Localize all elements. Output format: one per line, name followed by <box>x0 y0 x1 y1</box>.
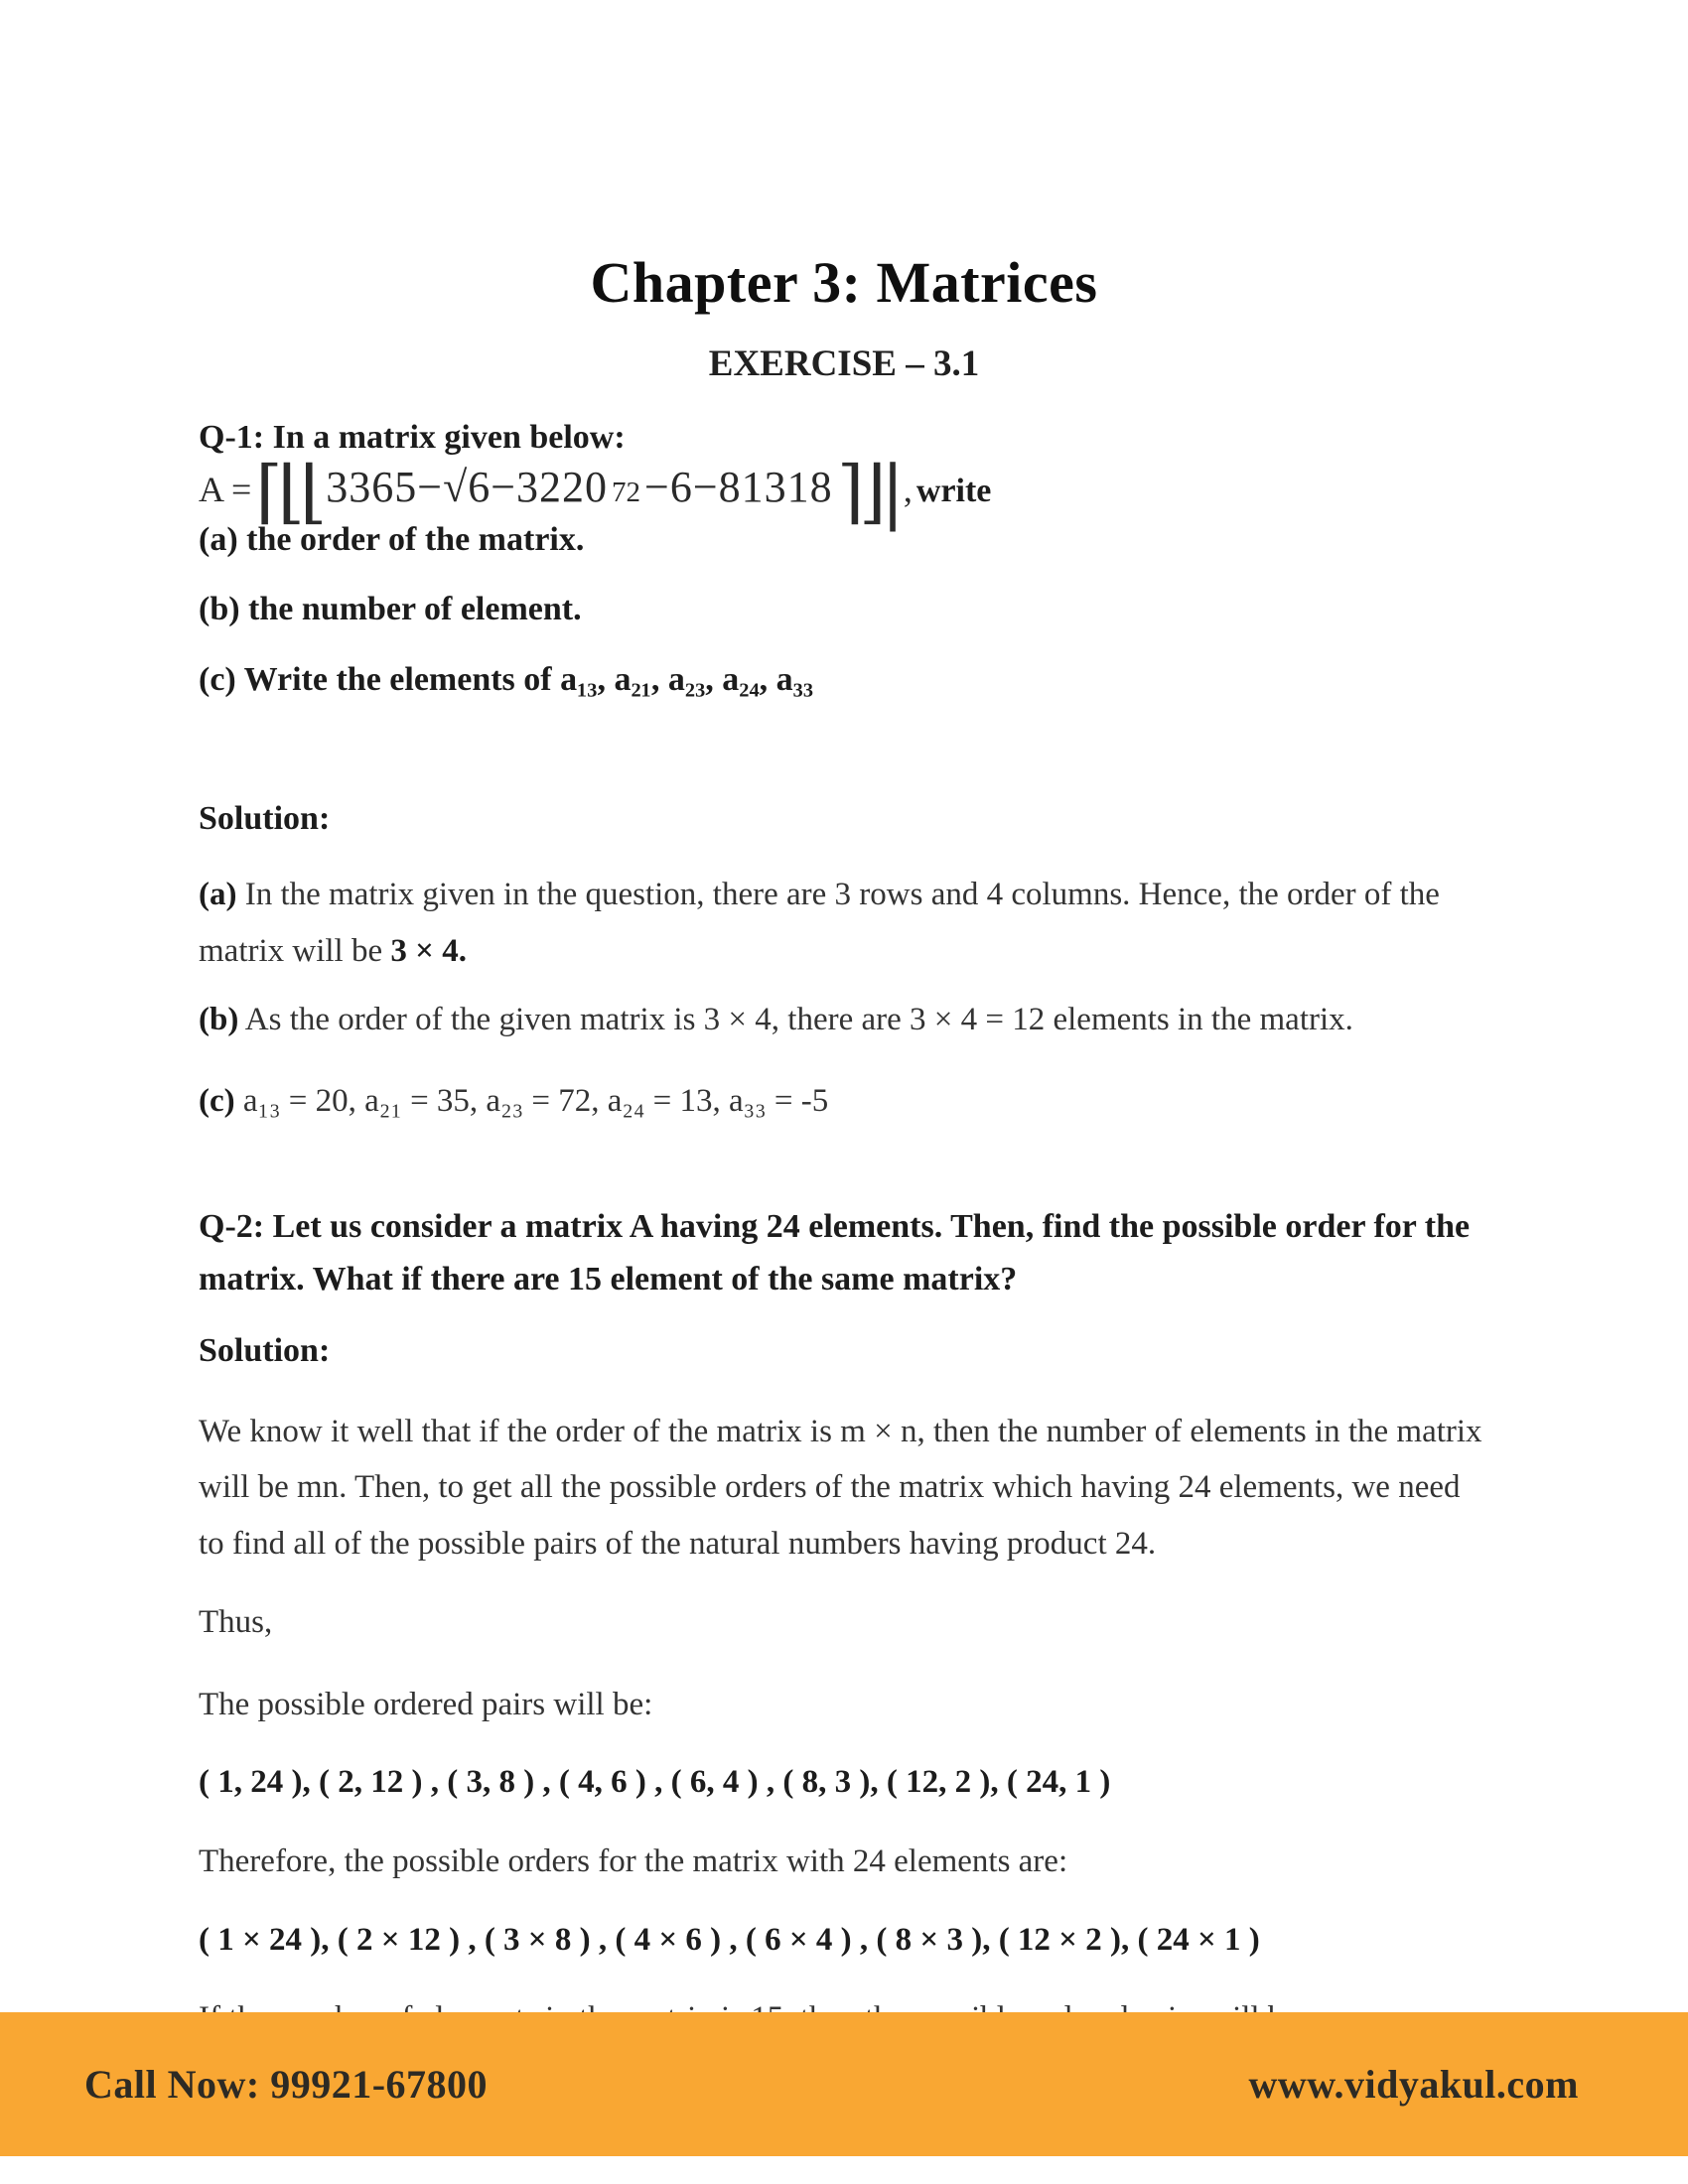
formula-number-run-1: 3365−√6−3220 <box>326 463 609 512</box>
q2-pairs-list: ( 1, 24 ), ( 2, 12 ) , ( 3, 8 ) , ( 4, 6 ) , ( 6, 4 ) , ( 8, 3 ), ( 12, 2 ), ( 24, 1 ) <box>199 1764 1111 1801</box>
footer-website: www.vidyakul.com <box>1248 2062 1579 2107</box>
formula-number-run-2: −6−81318 <box>644 463 833 512</box>
q2-orders-intro: Therefore, the possible orders for the matrix with 24 elements are: <box>199 1843 1068 1879</box>
formula-subscript-run: 72 <box>612 477 641 509</box>
footer-bar <box>0 2012 1688 2156</box>
q2-orders-list: ( 1 × 24 ), ( 2 × 12 ) , ( 3 × 8 ) , ( 4 × 6 ) , ( 6 × 4 ) , ( 8 × 3 ), ( 12 × 2 ), ( 24 × 1 ) <box>199 1921 1260 1958</box>
q2-solution-label: Solution: <box>199 1332 331 1370</box>
q1-solution-label: Solution: <box>199 799 331 837</box>
q1-part-b: (b) the number of element. <box>199 591 582 628</box>
q1-solution-a-text: In the matrix given in the question, there are 3 rows and 4 columns. Hence, the order of the matrix will be <box>199 877 1440 969</box>
exercise-subtitle: EXERCISE – 3.1 <box>708 342 980 384</box>
formula-write-label: write <box>915 473 992 510</box>
q1-heading: Q-1: In a matrix given below: <box>199 419 626 457</box>
q1-solution-b <box>199 992 1489 1048</box>
q1-solution-b-label: (b) <box>199 1001 239 1037</box>
footer-phone: Call Now: 99921-67800 <box>84 2062 489 2107</box>
q1-solution-a <box>199 867 1489 980</box>
formula-lhs: A = <box>199 470 252 510</box>
q1-solution-a-label: (a) <box>199 877 237 913</box>
formula-left-bracket: ⌈⌊⌊ <box>255 451 323 533</box>
formula-right-bracket: ⌉⌋| <box>836 451 900 533</box>
q1-solution-c-label: (c) <box>199 1083 235 1120</box>
q1-solution-b-text: As the order of the given matrix is 3 × 4, there are 3 × 4 = 12 elements in the matrix. <box>238 1001 1353 1037</box>
footer-inner <box>0 2012 1688 2156</box>
q2-thus: Thus, <box>199 1603 273 1640</box>
page-title: Chapter 3: Matrices <box>590 250 1098 315</box>
q1-solution-c-text: a₁₃ = 20, a₂₁ = 35, a₂₃ = 72, a₂₄ = 13, a₃₃ = -5 <box>234 1083 829 1120</box>
q2-heading: Q-2: Let us consider a matrix A having 24 elements. Then, find the possible order for the matrix. What if there are 15 element of the same matrix? <box>199 1208 1471 1297</box>
q1-formula <box>199 451 1489 533</box>
q2-paragraph: We know it well that if the order of the matrix is m × n, then the number of elements in the matrix will be mn. Then, to get all the possible orders of the matrix which having 24 elements, we need to find all of the possible pairs of the natural numbers having product 24. <box>199 1413 1482 1563</box>
q1-solution-c <box>199 1073 1489 1130</box>
q1-part-c: (c) Write the elements of a₁₃, a₂₁, a₂₃, a₂₄, a₃₃ <box>199 660 814 698</box>
q1-solution-a-answer: 3 × 4. <box>390 932 467 969</box>
q1-part-a: (a) the order of the matrix. <box>199 521 585 559</box>
q2-pairs-intro: The possible ordered pairs will be: <box>199 1686 653 1722</box>
formula-comma: , <box>903 470 913 510</box>
